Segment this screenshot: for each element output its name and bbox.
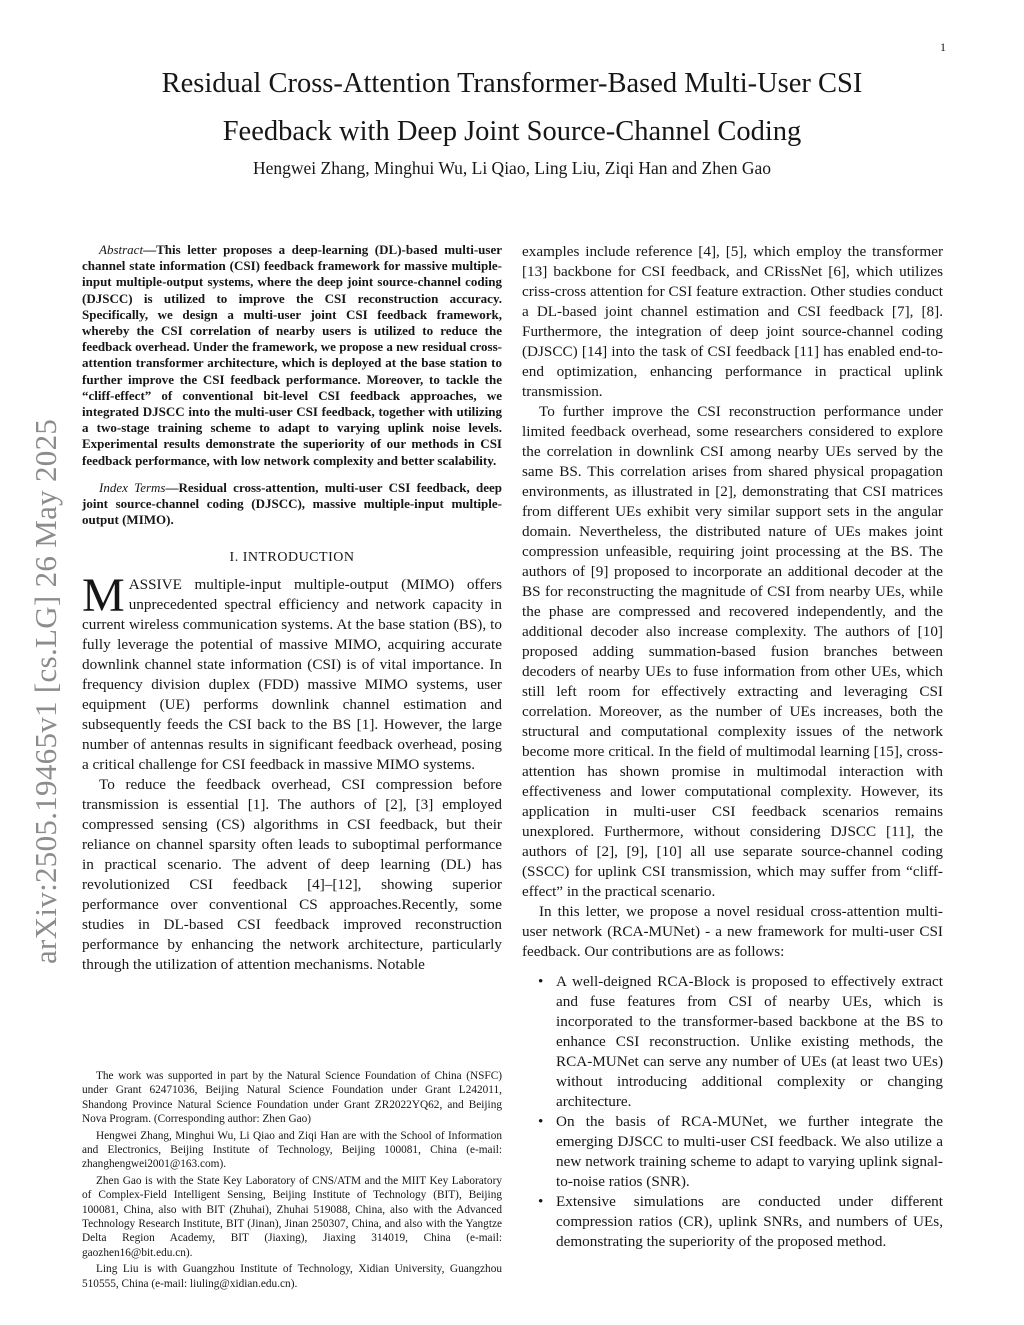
bullet-icon: • (538, 1193, 544, 1210)
left-column (82, 242, 502, 975)
right-paragraph-3: In this letter, we propose a novel residual cross-attention multi-user network (RCA-MUNet) - a new framework for multi-user CSI feedback. Our contributions are as follows: (522, 903, 943, 960)
bullet-icon: • (538, 1113, 544, 1130)
index-terms (82, 480, 502, 529)
contribution-text: On the basis of RCA-MUNet, we further integrate the emerging DJSCC to multi-user CSI feedback. We also utilize a new network training scheme to adapt to varying uplink signal-to-noise ratios (SNR). (556, 1113, 943, 1190)
index-terms-label: Index Terms (99, 479, 166, 495)
abstract-text: —This letter proposes a deep-learning (DL)-based multi-user channel state information (CSI) feedback framework for massive multiple-input multiple-output systems, where the deep joint source-channel coding (DJSCC) is utilized to improve the CSI reconstruction accuracy. Specifically, we design a multi-user joint CSI feedback framework, whereby the CSI correlation of nearby users is utilized to reduce the feedback overhead. Under the framework, we propose a new residual cross-attention transformer architecture, which is deployed at the base station to further improve the CSI feedback performance. Moreover, to tackle the “cliff-effect” of conventional bit-level CSI feedback approaches, we integrated DJSCC into the multi-user CSI feedback, together with utilizing a two-stage training scheme to adapt to varying uplink noise levels. Experimental results demonstrate the superiority of our methods in CSI feedback performance, with low network complexity and better scalability. (82, 242, 502, 468)
footnote-affiliation-2: Zhen Gao is with the State Key Laboratory of CNS/ATM and the MIIT Key Laboratory of Complex-Field Intelligent Sensing, Beijing Institute of Technology (BIT), Beijing 100081, China, also with BIT (Zhuhai), Zhuhai 519088, China, also with the Advanced Technology Research Institute, BIT (Jinan), Jinan 250307, China, and also with the Yangtze Delta Region Academy, BIT (Jiaxing), Jiaxing 314019, China (e-mail: gaozhen16@bit.edu.cn). (82, 1174, 502, 1259)
footnote-funding: The work was supported in part by the Natural Science Foundation of China (NSFC) under Grant 62471036, Beijing Natural Science Foundation under Grant L242011, Shandong Province Natural Science Foundation under Grant ZR2022YQ62, and Beijing Nova Program. (Corresponding author: Zhen Gao) (82, 1070, 502, 1126)
paper-title (100, 60, 924, 156)
footnotes (82, 1069, 502, 1293)
section-heading-introduction: I. INTRODUCTION (229, 550, 355, 566)
right-column (522, 242, 943, 1252)
contribution-text: A well-deigned RCA-Block is proposed to effectively extract and fuse features from CSI of nearby UEs, which is incorporated to the transformer-based backbone at the BS to enhance CSI reconstruction. Unlike existing methods, the RCA-MUNet can serve any number of UEs (at least two UEs) without introducing additional complexity or changing architecture. (556, 973, 943, 1110)
list-item (522, 972, 943, 1112)
title-line-2: Feedback with Deep Joint Source-Channel Coding (222, 116, 802, 147)
intro-paragraph-2: To reduce the feedback overhead, CSI compression before transmission is essential [1]. The authors of [2], [3] employed compressed sensing (CS) algorithms in CSI feedback, but their reliance on channel sparsity often leads to suboptimal performance in practical scenario. The advent of deep learning (DL) has revolutionized CSI feedback [4]–[12], showing superior performance over conventional CS approaches.Recently, some studies in DL-based CSI feedback improved reconstruction performance by enhancing the network architecture, particularly through the utilization of attention mechanisms. Notable (82, 776, 502, 974)
list-item (522, 1112, 943, 1192)
footnote-affiliation-1: Hengwei Zhang, Minghui Wu, Li Qiao and Ziqi Han are with the School of Information and Electronics, Beijing Institute of Technology, Beijing 100081, China (e-mail: zhanghengwei2001@163.com). (82, 1129, 502, 1171)
title-line-1: Residual Cross-Attention Transformer-Based Multi-User CSI (161, 68, 863, 99)
drop-cap: M (82, 569, 125, 623)
contribution-text: Extensive simulations are conducted under different compression ratios (CR), uplink SNRs, and numbers of UEs, demonstrating the superiority of the proposed method. (556, 1193, 943, 1250)
footnote-affiliation-3: Ling Liu is with Guangzhou Institute of Technology, Xidian University, Guangzhou 510555, China (e-mail: liuling@xidian.edu.cn). (82, 1263, 502, 1290)
arxiv-identifier[interactable]: arXiv:2505.19465v1 [cs.LG] 26 May 2025 (28, 418, 63, 964)
index-terms-text: —Residual cross-attention, multi-user CSI feedback, deep joint source-channel coding (DJSCC), massive multiple-input multiple-output (MIMO). (82, 479, 502, 528)
intro-paragraph-1-text: ASSIVE multiple-input multiple-output (MIMO) offers unprecedented spectral efficiency and network capacity in current wireless communication systems. At the base station (BS), to fully leverage the potential of massive MIMO, acquiring accurate downlink channel state information (CSI) is of vital importance. In frequency division duplex (FDD) massive MIMO systems, user equipment (UE) performs downlink channel estimation and subsequently feeds the CSI back to the BS [1]. However, the large number of antennas results in significant feedback overhead, posing a critical challenge for CSI feedback in massive MIMO systems. (82, 576, 502, 774)
author-list: Hengwei Zhang, Minghui Wu, Li Qiao, Ling Liu, Ziqi Han and Zhen Gao (252, 158, 772, 178)
list-item (522, 1192, 943, 1252)
page-number: 1 (940, 40, 946, 54)
bullet-icon: • (538, 973, 544, 990)
intro-paragraph-1 (82, 569, 502, 775)
abstract (82, 242, 502, 469)
right-paragraph-2: To further improve the CSI reconstruction performance under limited feedback overhead, some researchers considered to explore the correlation in downlink CSI among nearby UEs served by the same BS. This correlation arises from shared physical propagation environments, as illustrated in [2], demonstrating that CSI matrices from different UEs exhibit very similar support sets in the angular domain. Nevertheless, the distributed nature of UEs makes joint compression unfeasible, requiring joint processing at the BS. The authors of [9] proposed to incorporate an additional decoder at the BS for reconstructing the magnitude of CSI from nearby UEs, while the phase are compressed and recovered independently, and the additional decoder also increase complexity. The authors of [10] proposed adding summation-based fusion branches between decoders of nearby UEs to fuse information from other UEs, which still left room for effectively extracting and leveraging CSI correlation. Moreover, as the number of UEs increases, both the structural and computational complexity issues of the network become more critical. In the field of multimodal learning [15], cross-attention has shown promise in multimodal interaction with effectiveness and lower computational complexity. However, its application in multi-user CSI feedback scenarios remains unexplored. Furthermore, without considering DJSCC [11], the authors of [2], [9], [10] all use separate source-channel coding (SSCC) for uplink CSI transmission, which may suffer from “cliff-effect” in the practical scenario. (522, 403, 943, 900)
abstract-label: Abstract (99, 242, 144, 257)
right-paragraph-1: examples include reference [4], [5], which employ the transformer [13] backbone for CSI feedback, and CRissNet [6], which utilizes criss-cross attention for CSI feature extraction. Other studies conduct a DL-based joint channel estimation and CSI feedback [7], [8]. Furthermore, the integration of deep joint source-channel coding (DJSCC) [14] into the task of CSI feedback [11] has enabled end-to-end optimization, enhancing performance in practical uplink transmission. (522, 243, 943, 400)
contribution-list (522, 972, 943, 1252)
